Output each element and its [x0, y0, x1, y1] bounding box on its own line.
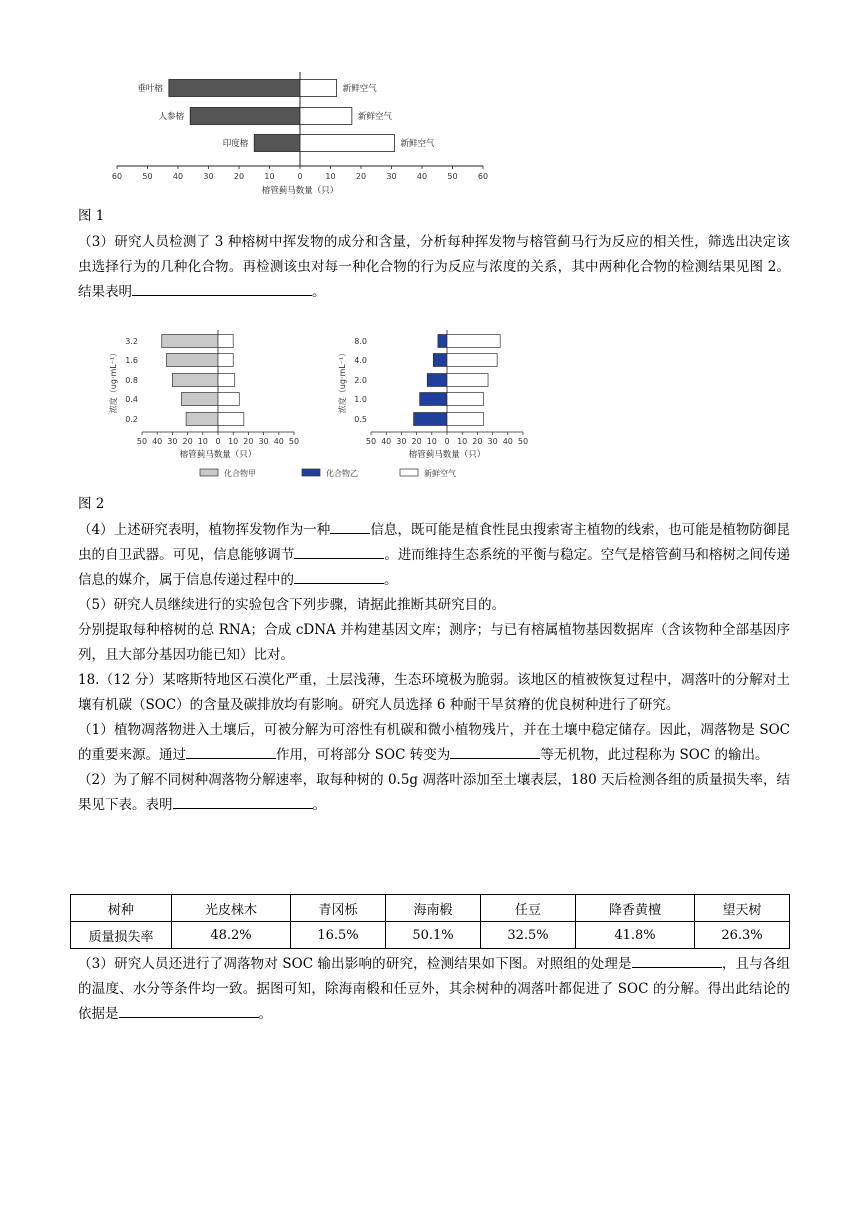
- answer-blank[interactable]: [632, 953, 722, 968]
- table-cell: 41.8%: [575, 922, 694, 949]
- y-tick-label: 1.0: [354, 395, 367, 404]
- bar-left: [254, 135, 300, 152]
- x-tick-label: 40: [502, 437, 513, 446]
- bar-left: [414, 413, 447, 426]
- answer-blank[interactable]: [294, 544, 384, 559]
- x-tick-label: 40: [381, 437, 392, 446]
- x-tick-label: 0: [444, 437, 450, 446]
- series-label: 新鲜空气: [400, 139, 435, 149]
- bar-right: [300, 135, 395, 152]
- table-cell: 青冈栎: [291, 895, 386, 922]
- category-label: 人参榕: [158, 112, 185, 122]
- question-18-part-1: [78, 718, 790, 768]
- x-tick-label: 20: [472, 437, 483, 446]
- bar-left: [190, 108, 300, 125]
- question-5-line-2: 分别提取每种榕树的总 RNA；合成 cDNA 并构建基因文库；测序；与已有榕属植物基因数据库（含该物种全部基因序列，且大部分基因功能已知）比对。: [78, 622, 790, 663]
- x-tick-label: 50: [136, 437, 148, 446]
- bar-right: [447, 354, 497, 367]
- table-cell: 26.3%: [694, 922, 789, 949]
- question-18-part-3: [78, 952, 790, 1027]
- y-tick-label: 0.5: [354, 415, 367, 424]
- bar-right: [218, 374, 235, 387]
- y-tick-label: 0.4: [125, 395, 138, 404]
- legend-swatch: [400, 469, 418, 476]
- bar-left: [438, 335, 447, 348]
- answer-blank[interactable]: [132, 281, 312, 296]
- category-label: 垂叶榕: [137, 84, 163, 94]
- y-tick-label: 8.0: [354, 337, 367, 346]
- category-label: 印度榕: [222, 139, 249, 149]
- bar-right: [218, 354, 233, 367]
- x-tick-label: 30: [386, 172, 397, 181]
- q4-part-1: （4）上述研究表明，植物挥发物作为一种: [78, 522, 331, 538]
- table-cell: 望天树: [694, 895, 789, 922]
- bar-left: [172, 374, 218, 387]
- table-cell: 16.5%: [291, 922, 386, 949]
- x-tick-label: 10: [228, 437, 239, 446]
- table-cell: 32.5%: [480, 922, 575, 949]
- table-header-label: 树种: [71, 895, 172, 922]
- bar-right: [218, 335, 233, 348]
- bar-right: [218, 413, 244, 426]
- bar-right: [447, 393, 483, 406]
- x-tick-label: 30: [203, 172, 214, 181]
- x-tick-label: 60: [477, 172, 489, 181]
- q18-1a: （1）植物凋落物进入土壤后，可被分解为可溶性有机碳和微小植物残片，并在土壤中稳定储存。因此，凋落物是 SOC 的重要来源。通过: [78, 722, 790, 763]
- legend-label: 化合物乙: [326, 469, 358, 478]
- y-tick-label: 4.0: [354, 356, 367, 365]
- answer-blank[interactable]: [330, 519, 370, 534]
- question-3-text: [78, 230, 790, 305]
- figure-2-legend: [190, 464, 490, 482]
- x-tick-label: 30: [167, 437, 178, 446]
- q4-part-2: 信息，既可能是植食性昆虫搜索寄主植物的线索，也可能是植物防御昆虫的自卫武器。可见，信息能够调节: [78, 522, 791, 563]
- figure-1-caption: 图 1: [78, 208, 105, 224]
- bar-left: [169, 80, 300, 97]
- bar-left: [186, 413, 218, 426]
- x-tick-label: 50: [517, 437, 529, 446]
- table-row: [71, 895, 790, 922]
- answer-blank[interactable]: [119, 1003, 259, 1018]
- x-tick-label: 0: [297, 172, 303, 181]
- y-tick-label: 0.8: [125, 376, 138, 385]
- answer-blank[interactable]: [294, 569, 384, 584]
- x-tick-label: 50: [288, 437, 300, 446]
- x-tick-label: 10: [457, 437, 468, 446]
- legend-label: 新鲜空气: [424, 469, 456, 478]
- x-axis-label: 榕管蓟马数量（只）: [261, 186, 339, 196]
- bar-right: [218, 393, 239, 406]
- question-5-line-1: （5）研究人员继续进行的实验包含下列步骤，请据此推断其研究目的。: [78, 597, 506, 613]
- bar-left: [182, 393, 218, 406]
- bar-right: [300, 108, 352, 125]
- x-axis-label: 榕管蓟马数量（只）: [179, 450, 257, 460]
- x-tick-label: 30: [258, 437, 269, 446]
- table-cell: 任豆: [480, 895, 575, 922]
- x-tick-label: 10: [197, 437, 208, 446]
- x-tick-label: 20: [182, 437, 193, 446]
- bar-left: [166, 354, 218, 367]
- q18-1b: 作用，可将部分 SOC 转变为: [276, 747, 451, 763]
- x-tick-label: 0: [215, 437, 221, 446]
- x-tick-label: 10: [426, 437, 437, 446]
- figure-2-caption: 图 2: [78, 496, 105, 512]
- q3-end: 。: [312, 284, 326, 300]
- question-18-intro: 18.（12 分）某喀斯特地区石漠化严重，土层浅薄，生态环境极为脆弱。该地区的植被恢复过程中，凋落叶的分解对土壤有机碳（SOC）的含量及碳排放均有影响。研究人员选择 6 种耐干旱贫瘠的优良树种进行了研究。: [78, 672, 790, 713]
- y-tick-label: 0.2: [125, 415, 138, 424]
- x-tick-label: 30: [487, 437, 498, 446]
- table-cell: 光皮梾木: [172, 895, 291, 922]
- question-18-part-2: [78, 768, 790, 818]
- q18-3c: 。: [258, 1006, 272, 1022]
- x-tick-label: 20: [243, 437, 254, 446]
- bar-right: [300, 80, 337, 97]
- q18-1c: 等无机物，此过程称为 SOC 的输出。: [540, 747, 769, 763]
- x-tick-label: 50: [142, 172, 153, 181]
- x-tick-label: 20: [233, 172, 245, 181]
- question-4-text: [78, 518, 790, 818]
- table-row-label: 质量损失率: [71, 922, 172, 949]
- q3-body: （3）研究人员检测了 3 种榕树中挥发物的成分和含量，分析每种挥发物与榕管蓟马行为反应的相关性，筛选出决定该虫选择行为的几种化合物。再检测该虫对每一种化合物的行为反应与浓度的关系，其中两种化合物的检测结果见图 2。结果表明: [78, 234, 790, 300]
- legend-label: 化合物甲: [224, 469, 256, 478]
- x-tick-label: 50: [447, 172, 458, 181]
- bar-right: [447, 335, 500, 348]
- answer-blank[interactable]: [173, 794, 313, 809]
- bar-left: [162, 335, 218, 348]
- answer-blank[interactable]: [186, 744, 276, 759]
- x-tick-label: 30: [396, 437, 407, 446]
- x-tick-label: 40: [273, 437, 284, 446]
- bar-right: [447, 413, 483, 426]
- table-cell: 降香黄檀: [575, 895, 694, 922]
- y-tick-label: 3.2: [125, 337, 138, 346]
- q18-3b: ，且与各组的温度、水分等条件均一致。据图可知，除海南椴和任豆外，其余树种的凋落叶都促进了 SOC 的分解。得出此结论的依据是: [78, 956, 791, 1022]
- figure-1-chart: [100, 70, 500, 200]
- figure-2-compound-a-chart: [95, 326, 325, 464]
- x-tick-label: 40: [416, 172, 428, 181]
- q4-part-3: 。进而维持生态系统的平衡与稳定。空气是榕管蓟马和榕树之间传递信息的媒介，属于信息传递过程中的: [78, 547, 791, 588]
- x-tick-label: 10: [325, 172, 336, 181]
- x-tick-label: 20: [355, 172, 367, 181]
- x-tick-label: 50: [365, 437, 377, 446]
- y-tick-label: 1.6: [125, 356, 138, 365]
- table-cell: 48.2%: [172, 922, 291, 949]
- y-axis-label: 浓度（ug·mL⁻¹）: [109, 348, 118, 414]
- series-label: 新鲜空气: [357, 112, 392, 122]
- x-tick-label: 10: [264, 172, 275, 181]
- figure-2-compound-b-chart: [325, 326, 575, 464]
- bar-left: [427, 374, 447, 387]
- bar-right: [447, 374, 488, 387]
- x-axis-label: 榕管蓟马数量（只）: [408, 450, 486, 460]
- table-cell: 50.1%: [386, 922, 481, 949]
- bar-left: [420, 393, 447, 406]
- table-row: [71, 922, 790, 949]
- x-tick-label: 20: [411, 437, 422, 446]
- q4-part-4: 。: [384, 572, 398, 588]
- series-label: 新鲜空气: [342, 84, 377, 94]
- mass-loss-table: [70, 894, 790, 949]
- answer-blank[interactable]: [450, 744, 540, 759]
- x-tick-label: 60: [111, 172, 123, 181]
- legend-swatch: [200, 469, 218, 476]
- table-cell: 海南椴: [386, 895, 481, 922]
- legend-swatch: [302, 469, 320, 476]
- y-axis-label: 浓度（ug·mL⁻¹）: [338, 348, 347, 414]
- x-tick-label: 40: [172, 172, 184, 181]
- y-tick-label: 2.0: [354, 376, 367, 385]
- x-tick-label: 40: [152, 437, 163, 446]
- q18-3a: （3）研究人员还进行了凋落物对 SOC 输出影响的研究，检测结果如下图。对照组的处理是: [78, 956, 632, 972]
- bar-left: [433, 354, 447, 367]
- q18-2a: （2）为了解不同树种凋落物分解速率，取每种树的 0.5g 凋落叶添加至土壤表层，180 天后检测各组的质量损失率，结果见下表。表明: [78, 772, 790, 813]
- q18-2b: 。: [312, 797, 326, 813]
